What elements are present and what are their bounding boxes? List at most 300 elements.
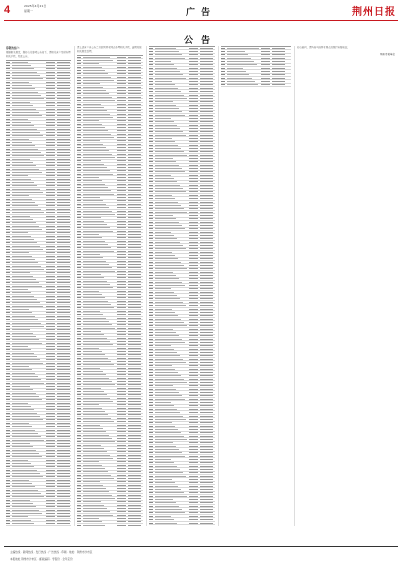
row-name — [155, 212, 187, 213]
row-amount — [189, 512, 198, 513]
row-name — [12, 506, 36, 507]
row-amount — [46, 179, 55, 180]
row-account — [128, 217, 141, 218]
row-amount — [117, 257, 126, 258]
row-index — [77, 137, 81, 138]
row-account — [128, 364, 141, 365]
row-account — [128, 174, 141, 175]
row-account — [128, 501, 141, 502]
row-account — [128, 334, 141, 335]
row-name — [12, 189, 40, 190]
row-account — [57, 109, 70, 110]
row-index — [6, 286, 10, 287]
row-name — [155, 375, 181, 376]
row-account — [57, 65, 70, 66]
row-amount — [117, 267, 126, 268]
row-index — [77, 87, 81, 88]
row-amount — [46, 506, 55, 507]
row-name — [155, 395, 182, 396]
row-account — [57, 450, 70, 451]
account-table-2 — [77, 55, 143, 526]
row-account — [57, 396, 70, 397]
row-index — [77, 234, 81, 235]
row-account — [200, 469, 213, 470]
row-name — [155, 469, 180, 470]
row-account — [57, 162, 70, 163]
row-account — [200, 492, 213, 493]
row-account — [128, 67, 141, 68]
row-amount — [261, 68, 270, 69]
row-name — [155, 506, 179, 507]
row-amount — [189, 439, 198, 440]
row-account — [57, 159, 70, 160]
row-index — [149, 202, 153, 203]
row-account — [200, 412, 213, 413]
row-account — [200, 462, 213, 463]
row-amount — [117, 471, 126, 472]
row-amount — [117, 140, 126, 141]
row-index — [221, 68, 225, 69]
row-index — [6, 396, 10, 397]
row-name — [83, 358, 108, 359]
row-name — [155, 215, 173, 216]
row-index — [149, 512, 153, 513]
row-index — [6, 172, 10, 173]
row-index — [77, 107, 81, 108]
row-name — [83, 338, 107, 339]
row-name — [12, 430, 35, 431]
row-amount — [261, 61, 270, 62]
row-account — [200, 309, 213, 310]
row-index — [6, 229, 10, 230]
row-account — [200, 128, 213, 129]
row-account — [200, 395, 213, 396]
row-account — [128, 274, 141, 275]
row-account — [200, 168, 213, 169]
row-amount — [189, 462, 198, 463]
row-amount — [46, 175, 55, 176]
row-amount — [117, 197, 126, 198]
row-account — [272, 61, 285, 62]
row-account — [128, 378, 141, 379]
row-name — [83, 394, 107, 395]
row-amount — [46, 419, 55, 420]
row-amount — [117, 468, 126, 469]
row-index — [6, 226, 10, 227]
row-amount — [46, 252, 55, 253]
row-amount — [46, 493, 55, 494]
row-amount — [117, 204, 126, 205]
row-name — [155, 282, 182, 283]
row-amount — [46, 336, 55, 337]
row-account — [200, 302, 213, 303]
row-name — [12, 453, 39, 454]
row-name — [155, 178, 174, 179]
row-index — [6, 85, 10, 86]
row-name — [155, 352, 177, 353]
row-account — [272, 74, 285, 75]
row-index — [77, 455, 81, 456]
row-name — [12, 376, 38, 377]
row-account — [200, 472, 213, 473]
row-amount — [46, 490, 55, 491]
page-number: 4 — [4, 4, 11, 16]
row-name — [83, 73, 108, 74]
row-amount — [117, 404, 126, 405]
row-account — [128, 134, 141, 135]
row-name — [83, 431, 106, 432]
row-index — [77, 445, 81, 446]
row-amount — [189, 309, 198, 310]
row-index — [77, 378, 81, 379]
row-name — [155, 298, 180, 299]
row-index — [6, 386, 10, 387]
row-index — [149, 422, 153, 423]
row-name — [12, 282, 39, 283]
row-account — [57, 222, 70, 223]
row-account — [128, 200, 141, 201]
row-name — [12, 379, 41, 380]
row-name — [83, 297, 105, 298]
row-name — [12, 199, 32, 200]
row-name — [12, 139, 29, 140]
row-amount — [46, 312, 55, 313]
row-index — [77, 297, 81, 298]
row-index — [149, 369, 153, 370]
row-index — [149, 68, 153, 69]
notice-column-1 — [6, 46, 71, 526]
row-account — [200, 68, 213, 69]
row-account — [57, 373, 70, 374]
row-name — [83, 441, 115, 442]
row-account — [57, 346, 70, 347]
row-account — [57, 195, 70, 196]
row-index — [221, 84, 225, 85]
row-amount — [189, 242, 198, 243]
row-index — [6, 242, 10, 243]
row-index — [77, 120, 81, 121]
row-index — [77, 261, 81, 262]
row-index — [149, 121, 153, 122]
row-amount — [189, 492, 198, 493]
row-amount — [117, 495, 126, 496]
row-account — [128, 451, 141, 452]
row-account — [57, 129, 70, 130]
row-account — [128, 321, 141, 322]
row-amount — [189, 95, 198, 96]
row-account — [57, 205, 70, 206]
row-index — [221, 81, 225, 82]
row-account — [200, 389, 213, 390]
row-index — [77, 217, 81, 218]
row-index — [6, 72, 10, 73]
row-amount — [189, 235, 198, 236]
row-amount — [189, 509, 198, 510]
row-account — [200, 262, 213, 263]
row-name — [83, 211, 112, 212]
row-name — [155, 285, 185, 286]
row-amount — [189, 476, 198, 477]
row-index — [149, 489, 153, 490]
row-account — [200, 506, 213, 507]
row-amount — [46, 386, 55, 387]
row-name — [83, 197, 100, 198]
row-account — [57, 115, 70, 116]
row-index — [6, 423, 10, 424]
row-account — [200, 422, 213, 423]
row-index — [77, 70, 81, 71]
row-index — [221, 61, 225, 62]
row-index — [77, 384, 81, 385]
row-account — [128, 505, 141, 506]
row-account — [200, 108, 213, 109]
row-index — [77, 271, 81, 272]
row-index — [77, 438, 81, 439]
row-index — [149, 235, 153, 236]
row-account — [57, 496, 70, 497]
row-name — [12, 115, 42, 116]
row-name — [83, 505, 104, 506]
row-index — [6, 159, 10, 160]
row-amount — [46, 296, 55, 297]
row-index — [149, 426, 153, 427]
row-account — [128, 287, 141, 288]
row-name — [83, 401, 113, 402]
row-account — [128, 488, 141, 489]
row-amount — [117, 160, 126, 161]
row-name — [12, 169, 39, 170]
row-amount — [46, 85, 55, 86]
row-amount — [261, 71, 270, 72]
row-account — [57, 122, 70, 123]
row-name — [155, 335, 179, 336]
row-amount — [46, 122, 55, 123]
row-amount — [46, 286, 55, 287]
row-amount — [46, 446, 55, 447]
row-index — [149, 436, 153, 437]
row-account — [57, 252, 70, 253]
row-account — [57, 513, 70, 514]
row-account — [128, 404, 141, 405]
row-index — [77, 388, 81, 389]
row-account — [200, 479, 213, 480]
row-index — [77, 348, 81, 349]
row-amount — [261, 58, 270, 59]
row-name — [12, 195, 29, 196]
row-name — [83, 324, 112, 325]
row-name — [155, 456, 185, 457]
row-amount — [46, 72, 55, 73]
row-amount — [189, 171, 198, 172]
row-index — [6, 376, 10, 377]
row-account — [57, 229, 70, 230]
row-amount — [189, 78, 198, 79]
row-amount — [189, 282, 198, 283]
row-name — [12, 436, 41, 437]
row-account — [200, 141, 213, 142]
row-amount — [46, 262, 55, 263]
row-account — [128, 401, 141, 402]
row-amount — [46, 119, 55, 120]
row-account — [57, 490, 70, 491]
row-account — [128, 338, 141, 339]
row-name — [12, 399, 42, 400]
row-account — [200, 365, 213, 366]
row-amount — [189, 64, 198, 65]
row-account — [57, 95, 70, 96]
row-index — [6, 510, 10, 511]
row-account — [128, 63, 141, 64]
row-index — [149, 165, 153, 166]
row-name — [12, 75, 40, 76]
row-account — [200, 118, 213, 119]
row-amount — [117, 475, 126, 476]
row-amount — [46, 125, 55, 126]
row-name — [12, 229, 42, 230]
row-name — [155, 235, 174, 236]
row-index — [6, 155, 10, 156]
row-index — [77, 394, 81, 395]
row-amount — [46, 202, 55, 203]
row-amount — [46, 473, 55, 474]
row-account — [128, 114, 141, 115]
row-index — [149, 141, 153, 142]
row-account — [200, 258, 213, 259]
row-amount — [189, 128, 198, 129]
row-name — [83, 428, 103, 429]
row-index — [77, 418, 81, 419]
row-name — [83, 354, 105, 355]
row-amount — [46, 152, 55, 153]
row-index — [149, 125, 153, 126]
row-account — [128, 204, 141, 205]
row-name — [83, 271, 115, 272]
row-index — [149, 135, 153, 136]
row-account — [128, 130, 141, 131]
row-amount — [117, 485, 126, 486]
row-name — [83, 257, 103, 258]
row-amount — [189, 519, 198, 520]
row-account — [200, 456, 213, 457]
row-index — [6, 309, 10, 310]
row-name — [12, 343, 42, 344]
row-index — [149, 61, 153, 62]
row-amount — [189, 181, 198, 182]
row-index — [149, 446, 153, 447]
row-name — [12, 216, 30, 217]
row-name — [155, 238, 177, 239]
row-index — [77, 374, 81, 375]
row-amount — [189, 71, 198, 72]
row-amount — [189, 74, 198, 75]
row-index — [149, 322, 153, 323]
row-account — [128, 140, 141, 141]
row-name — [155, 355, 180, 356]
row-name — [155, 54, 182, 55]
row-account — [128, 150, 141, 151]
row-amount — [117, 348, 126, 349]
row-name — [155, 168, 182, 169]
row-index — [149, 523, 153, 524]
row-account — [200, 191, 213, 192]
row-account — [200, 466, 213, 467]
row-amount — [117, 87, 126, 88]
row-account — [57, 85, 70, 86]
row-account — [200, 208, 213, 209]
row-index — [149, 325, 153, 326]
row-account — [128, 107, 141, 108]
row-name — [155, 509, 182, 510]
row-amount — [46, 219, 55, 220]
column-divider — [146, 46, 147, 526]
row-index — [149, 359, 153, 360]
row-account — [57, 75, 70, 76]
row-index — [6, 266, 10, 267]
row-name — [12, 272, 30, 273]
row-name — [83, 93, 109, 94]
row-index — [6, 343, 10, 344]
row-account — [57, 306, 70, 307]
row-name — [155, 84, 175, 85]
row-name — [83, 244, 108, 245]
row-amount — [117, 134, 126, 135]
row-account — [128, 465, 141, 466]
row-index — [77, 468, 81, 469]
row-name — [155, 138, 172, 139]
row-amount — [46, 169, 55, 170]
row-account — [57, 209, 70, 210]
row-amount — [189, 339, 198, 340]
row-index — [6, 88, 10, 89]
row-name — [12, 389, 33, 390]
row-name — [155, 181, 177, 182]
row-amount — [117, 247, 126, 248]
row-name — [12, 306, 43, 307]
row-index — [77, 274, 81, 275]
row-name — [12, 262, 38, 263]
row-name — [83, 87, 103, 88]
row-index — [6, 105, 10, 106]
row-index — [6, 65, 10, 66]
row-amount — [46, 155, 55, 156]
row-index — [149, 268, 153, 269]
row-name — [12, 463, 31, 464]
row-account — [57, 152, 70, 153]
row-name — [12, 119, 28, 120]
row-name — [155, 489, 181, 490]
row-account — [57, 88, 70, 89]
row-name — [155, 349, 174, 350]
row-account — [200, 115, 213, 116]
row-amount — [189, 486, 198, 487]
row-amount — [189, 292, 198, 293]
row-index — [77, 160, 81, 161]
row-index — [6, 450, 10, 451]
row-amount — [117, 307, 126, 308]
row-name — [155, 305, 186, 306]
row-account — [128, 180, 141, 181]
row-account — [200, 71, 213, 72]
row-amount — [117, 318, 126, 319]
row-amount — [189, 399, 198, 400]
row-account — [128, 147, 141, 148]
row-amount — [117, 194, 126, 195]
row-account — [57, 476, 70, 477]
row-index — [149, 175, 153, 176]
row-index — [149, 84, 153, 85]
row-account — [57, 259, 70, 260]
row-name — [155, 202, 178, 203]
